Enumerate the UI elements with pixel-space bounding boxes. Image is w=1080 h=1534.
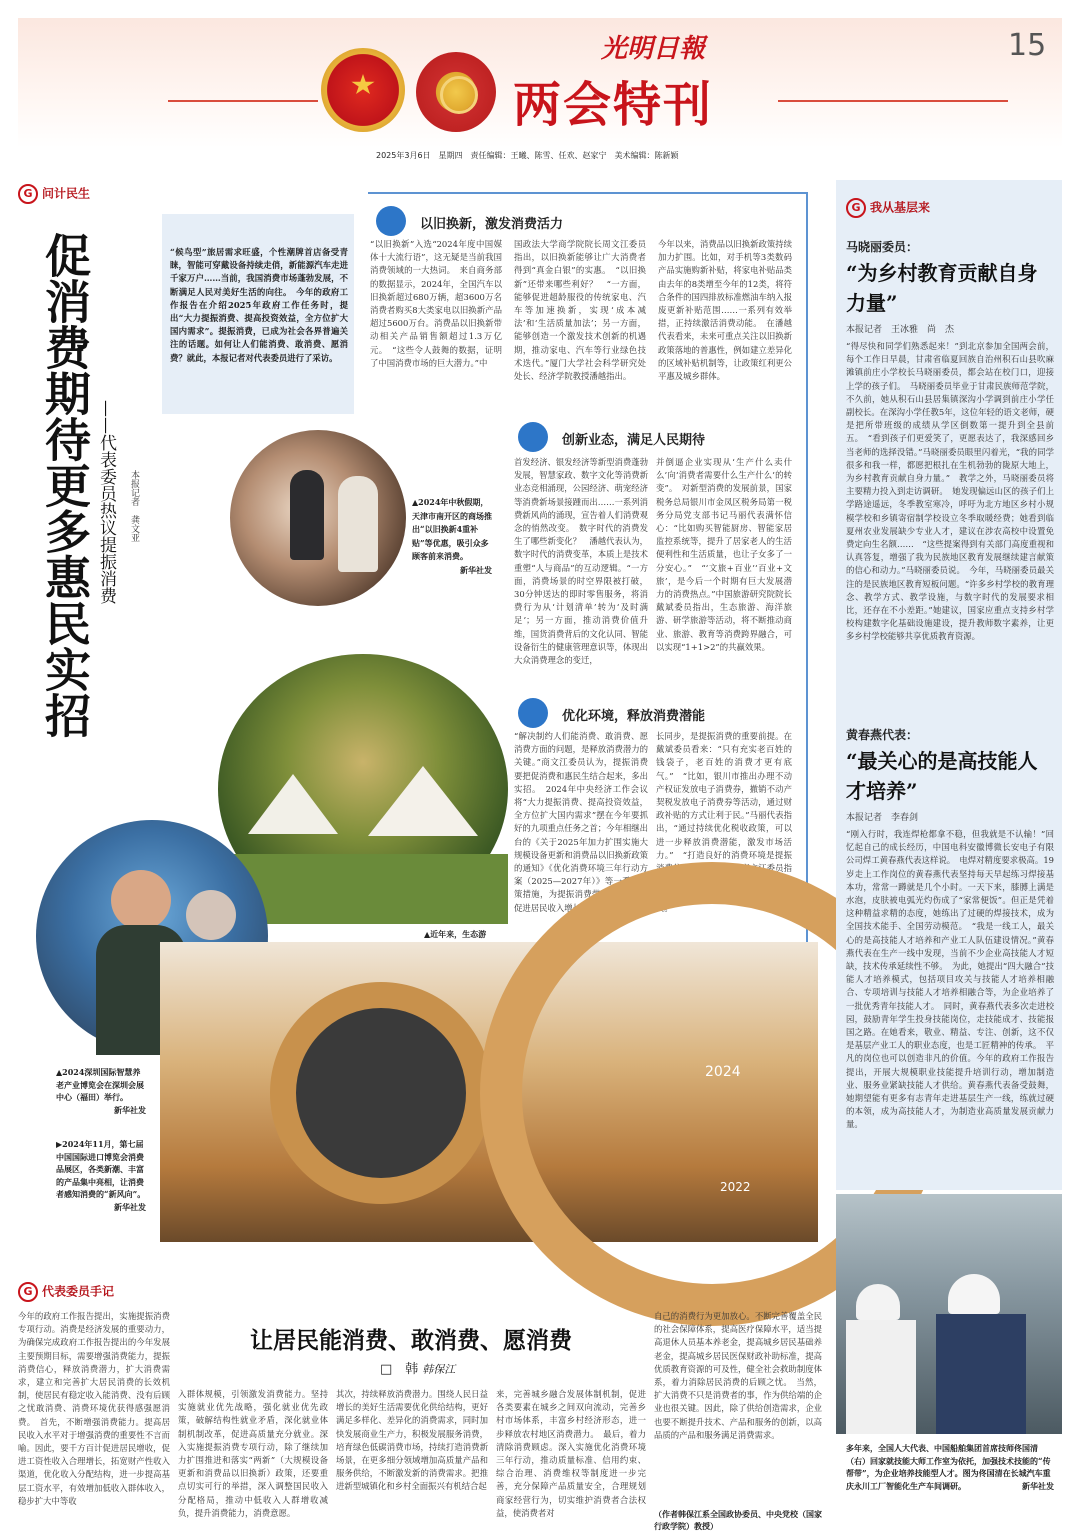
subsection-header-3: 优化环境，释放消费潜能 (518, 698, 798, 726)
frame-rule (368, 192, 808, 194)
section-tag-bottom: G 代表委员手记 (18, 1282, 114, 1302)
lead-paragraph: “候鸟型”旅居需求旺盛，个性潮牌首店备受青睐，智能可穿戴设备持续走俏，新能源汽车走进千家万户……当前，我国消费市场蓬勃发展，不断满足人民对美好生活的向往。 今年的政府工作报告在介绍2025年政府工作任务时，提出“大力提振消费、提高投资效益，全方位扩大国内需求”。提振消费，已成为社会各界普遍关注的话题。如何让人们能消费、敢消费、愿消费？就此，本报记者对代表委员进行了采访。 (170, 247, 348, 363)
photo-factory-workers (836, 1194, 1062, 1434)
main-headline: 促消费期待更多惠民实招 (38, 232, 92, 738)
essay-col2: 入群体规模，引领激发消费能力。坚持实施就业优先战略，强化就业优先政策，破解结构性就业矛盾，深化就业体制机制改革，促进高质量充分就业。深入实施提振消费专项行动，除了继续加力扩围推进和落实“两新”（大规模设备更新和消费品以旧换新）政策，还要重点切实可行的举措，深入调整国民收入分配格局，推动中低收入人群增收减负，提升消费能力，消费意愿。 (178, 1389, 328, 1518)
s3-col1: “解决制约人们能消费、敢消费、愿消费方面的问题，是释放消费潜力的关键。”商文江委员认为，提振消费要把促消费和惠民生结合起来，多出实招。 2024年中央经济工作会议将“大力提振消费、提高投资效益，全方位扩大国内需求”摆在今年要抓好的九项重点任务之首；今年相继出台的《关于2025年加力扩围实施大规模设备更新和消费品以旧换新政策的通知》《优化消费环境三年行动方案（2025—2027年）》等一系列政策措施，为提振消费带来强烈信心。 促进居民收入增长和经济增 (514, 731, 657, 913)
dateline: 2025年3月6日 星期四 责任编辑：王曦、陈雪、任欢、赵家宁 美术编辑：陈新颖 (376, 151, 679, 160)
g-logo-icon: G (18, 1282, 38, 1302)
main-subtitle: ——代表委员热议提振消费 (96, 400, 116, 604)
s1-col1: “以旧换新”入选“2024年度中国媒体十大流行语”，这无疑是当前我国消费领域的一大热词。 来自商务部的数据显示，2024年，全国汽车以旧换新超过680万辆，超3600万名消费者购买8大类家电以旧换新产品超过5600万台。消费品以旧换新带动相关产品销售额超过1.3万亿元。 “这些令人鼓舞的数据，证明了中国消费市场的巨大潜力。”中 (370, 239, 502, 368)
section-tag-left: G 问计民生 (18, 184, 90, 204)
author-mark: □ 韩 韩保江 (380, 1362, 456, 1377)
story2-body: “刚入行时，我连焊枪都拿不稳，但我就是不认输！”回忆起自己的成长经历，中国电科安徽博微长安电子有限公司焊工黄春燕代表这样说。 电焊对精度要求极高。19岁走上工作岗位的黄春燕代表坚持每天早起练习焊接基本功，常常一蹲就是几个小时。一天下来，膝膊上满是水泡，皮肤被电弧光灼伤成了“家常便饭”。但正是凭着这种精益求精的态度，她练出了过硬的焊接技术，成为全国技术能手、全国劳动模范。 “我是一线工人，最关心的是高技能人才培养和产业工人队伍建设情况。”黄春燕代表在生产一线中发现，当前不少企业高技能人才短缺，技术传承延续性不够。 为此，她提出“四大融合”技能人才培养模式，包括项目攻关与技能人才培养相融合、专项培训与技能人才培养相融合等，为企业培养了一批优秀青年技能人才。 同时，黄春燕代表多次走进校园，鼓励青年学生投身技能岗位，走技能成才、技能报国之路。在她看来，敬业、精益、专注、创新，这不仅是基层产业工人的职业态度，也是工匠精神的传承。 平凡的岗位也可以创造非凡的价值。今年的政府工作报告提出，开展大规模职业技能提升培训行动，增加制造业、服务业紧缺技能人才供给。黄春燕代表备受鼓舞，她期望能有更多有志青年走进基层生产一线，练就过硬的本领，成为高技能人才，为制造业高质量发展贡献力量。 (846, 829, 1054, 1130)
g-logo-icon: G (18, 184, 38, 204)
national-emblem-icon (321, 48, 405, 132)
photo-persimmon-camping (218, 654, 508, 924)
author-signature: 韩保江 (422, 1363, 456, 1376)
s1-col3: 今年以来，消费品以旧换新政策持续加力扩围。比如，对手机等3类数码产品实施购新补贴，将家电补贴品类由去年的8类增至今年的12类，将符合条件的国四排放标准燃油车纳入报废更新补贴范围……一系列有效举措，正持续激活消费动能。 在潘越代表看来，未来可重点关注以旧换新政策落地的普惠性，例如建立差异化的区域补贴机制等，让政策红利更公平惠及城乡群体。 (658, 239, 792, 382)
page-number: 15 (1008, 28, 1047, 63)
caption-forest: ▲近年来，生态游 (424, 929, 487, 939)
story2-headline: “最关心的是高技能人才培养” (846, 749, 1038, 803)
story2-byline: 本报记者 李春剑 (846, 813, 919, 823)
s3-col2: 长同步，是提振消费的重要前提。在戴斌委员看来：“只有充实老百姓的钱袋子，老百姓的消费才更有底气。” “比如，银川市推出办理不动产权证发放电子消费券，撤销不动产契税发放电子消费券等活动，通过财政补贴的方式让利于民。”马丽代表指出，“通过持续优化税收政策，可以进一步释放消费潜能，激发市场活力。” “打造良好的消费环境是提振消费信心的重要一环。”商文江委员指出，要进一步畅通消费者权益保护渠道，让消费者能够更放心、安心地消费。 (656, 731, 792, 913)
paper-name: 光明日報 (601, 34, 706, 64)
caption-mall: ▲2024年中秋假期，天津市南开区的商场推出“以旧换新4重补贴”等优惠，吸引众多顾客前来消费。 新华社发 (412, 497, 492, 575)
photo-expo-tunnel (160, 942, 818, 1242)
subsection-header-2: 创新业态，满足人民期待 (518, 422, 798, 450)
speech-bubble-icon (518, 698, 548, 728)
cppcc-emblem-icon (416, 52, 496, 132)
frame-rule-right (806, 192, 808, 947)
essay-col5: 自己的消费行为更加放心。不断完善覆盖全民的社会保障体系，提高医疗保障水平，适当提高退休人员基本养老金，提高城乡居民基础养老金，提高城乡居民医保财政补助标准，提高优质教育资源的可及性，健全社会救助制度体系，着力消除居民消费的后顾之忧。 当然，扩大消费不只是消费者的事，作为供给端的企业也很关键。因此，除了供给创造需求，企业也要不断提升技术、产品和服务的创新，以高品质的产品和服务满足消费需求。 (654, 1311, 822, 1440)
s1-col2: 国政法大学商学院院长周文江委员指出，以旧换新能够让广大消费者得到“真金白银”的实惠。 “以旧换新”还带来哪些利好？ “一方面，能够促进超龄服役的传统家电、汽车等加速换新，实现‘成本减法’和‘生活质量加法’；另一方面，能够创造一个激发技术创新的机遇期，推动家电、汽车等行业绿色技术迭代。”厦门大学社会科学研究处处长、经济学院教授潘越指出。 (514, 239, 646, 382)
section-title: 两会特刊 (513, 77, 714, 133)
story1-headline: “为乡村教育贡献自身力量” (846, 261, 1038, 315)
s2-col1: 首发经济、银发经济等新型消费蓬勃发展，智慧家政、数字文化等消费新业态竞相涌现，公园经济、萌宠经济等消费新场景接踵而出……一系列消费新风尚的涌现，宣告着人们消费观念的悄然改变。 数字时代的消费发生了哪些新变化？ 潘越代表认为，数字时代的消费变革，本质上是技术重塑“人与商品”的互动逻辑。“一方面，消费场景的时空界限被打破，30分钟送达的即时零售服务，将消费行为从‘计划清单’转为‘及时满足’；另一方面，推动消费价值升维，国货消费背后的文化认同、智能设备衍生的健康管理意识等，体现出大众消费理念的变迁， (514, 457, 648, 666)
caption-tunnel: ▶2024年11月，第七届中国国际进口博览会消费品展区，各类新潮、丰富的产品集中亮相，让消费者感知消费的“新风向”。 新华社发 (56, 1139, 146, 1212)
story1-byline: 本报记者 王冰雅 尚 杰 (846, 325, 955, 335)
g-logo-icon: G (846, 198, 866, 218)
essay-col4: 来，完善城乡融合发展体制机制，促进各类要素在城乡之间双向流动，完善乡村市场体系，丰富乡村经济形态，进一步释放农村地区消费潜力。 最后，着力清除消费顾虑。深入实施优化消费环境三年行动，推动质量标准、信用约束、综合治理、消费维权等制度进一步完善，充分保障产品质量安全，合理规划商家经营行为，切实维护消费者合法权益，使消费者对 (496, 1389, 646, 1518)
s2-col2: 并倒逼企业实现从‘生产什么卖什么’向‘消费者需要什么生产什么’的转变”。 对新型消费的发展前景，国家税务总局银川市金凤区税务局第一税务分局党支部书记马丽代表满怀信心：“比如购买智能厨房、智能家居监控系统等，提升了居家老人的生活便利性和生活质量，也让子女多了一分安心。” “‘文旅+百业’‘百业+文旅’，是今后一个时期有巨大发展潜力的消费热点。”中国旅游研究院院长戴斌委员指出，生态旅游、海洋旅游、研学旅游等活动，将不断推动商业、旅游、教育等消费跨界融合，可以实现“1+1>2”的共赢效果。 (656, 457, 792, 652)
author-note: （作者韩保江系全国政协委员、中央党校（国家行政学院）教授） (654, 1509, 822, 1531)
subsection-header-1: 以旧换新，激发消费活力 (376, 206, 796, 234)
tunnel-sign-2024: 2024 (705, 1064, 741, 1080)
essay-col1: 今年的政府工作报告提出，实施提振消费专项行动。消费是经济发展的重要动力，为确保完成政府工作报告提出的今年发展主要预期目标，需要增强消费能力，提振消费信心，释放消费潜力，扩大消费需求，建立和完善扩大居民消费的长效机制，使居民有稳定收入能消费、没有后顾之忧敢消费、消费环境优获得感强愿消费。 首先，不断增强消费能力。提高居民收入水平对于增强消费的重要性不言而喻。因此，要千方百计促进居民增收，促进工资性收入合理增长，拓宽财产性收入渠道，优化收入分配结构，进一步提高基层工资水平，有效增加低收入群体收入，稳步扩大中等收 (18, 1311, 170, 1506)
story1-kicker: 马晓丽委员： (846, 240, 919, 254)
masthead (18, 18, 1062, 160)
speech-bubble-icon (376, 206, 406, 236)
story2-kicker: 黄春燕代表： (846, 728, 919, 742)
header-rule-left (168, 100, 318, 102)
caption-factory: 多年来，全国人大代表、中国船舶集团首席技师佟国清（右）回家就技能大师工作室为依托，加强技术技能的“传帮带”，为企业培养技能型人才。图为佟国清在长城汽车重庆永川工厂智能化生产车间调研。 新华社发 (846, 1443, 1054, 1491)
essay-col3: 其次，持续释放消费潜力。围绕人民日益增长的美好生活需要优化供给结构，更好满足多样化、差异化的消费需求，同时加快发展商业生产力，积极发展服务消费，培育绿色低碳消费市场，持续打造消费新场景，在更多细分领域增加高质量产品和服务供给，不断激发新的消费需求。把推进新型城镇化和乡村全面振兴有机结合起 (336, 1389, 488, 1492)
photo-mall-shoppers (230, 430, 406, 606)
bottom-headline: 让居民能消费、敢消费、愿消费 (250, 1327, 572, 1354)
section-tag-right: G 我从基层来 (846, 198, 930, 218)
tunnel-sign-2022: 2022 (720, 1180, 751, 1194)
speech-bubble-icon (518, 422, 548, 452)
caption-elderly: ▲2024深圳国际智慧养老产业博览会在深圳会展中心（福田）举行。 新华社发 (56, 1067, 146, 1115)
story1-body: “得尽快和同学们熟悉起来！”到北京参加全国两会前，每个工作日早晨，甘肃省临夏回族自治州积石山县吹麻滩镇前庄小学校长马晓丽委员，都会站在校门口，迎接上学的孩子们。 马晓丽委员毕业于甘肃民族师范学院，不久前，她从积石山县居集镇深沟小学调到前庄小学任副校长。在深沟小学任教5年，这位年轻的语文老师，硬是把所带班级的成绩从学区倒数第一提升到全县前五。 “看到孩子们更爱笑了，更愿表达了，我深感回乡当老师的选择没错。”马晓丽委员眼里闪着光，“我的同学很多和我一样，都愿把根扎在生机勃勃的陇原大地上，为乡村教育贡献自身力量。” 教学之外，马晓丽委员将主要精力投入到走访调研。 她发现偏远山区的孩子们上学路途遥远，冬季教室寒冷，呼吁为北方地区乡村小规模学校和乡镇寄宿制学校设立冬季取暖经费；她看到临夏州农业发展缺少专业人才，建议在涉农高校中设置免费定向生名额…… “这些提案得到有关部门高度重视和认真答复，增强了我为民族地区教育发展继续建言献策的信心和动力。”马晓丽委员说。 今年，马晓丽委员最关注的是民族地区教育短板问题。“许多乡村学校的教育理念、教学方式、教学设施，与数字时代的发展要求相比，还存在不小差距。”她建议，国家应重点支持乡村学校构建数字化基础设施建设，提升教师数字素养，让更多乡村学校能够共享优质教育资源。 (846, 341, 1054, 642)
header-rule-right (778, 100, 1008, 102)
main-byline: 本报记者 龚文亚 (129, 470, 139, 542)
